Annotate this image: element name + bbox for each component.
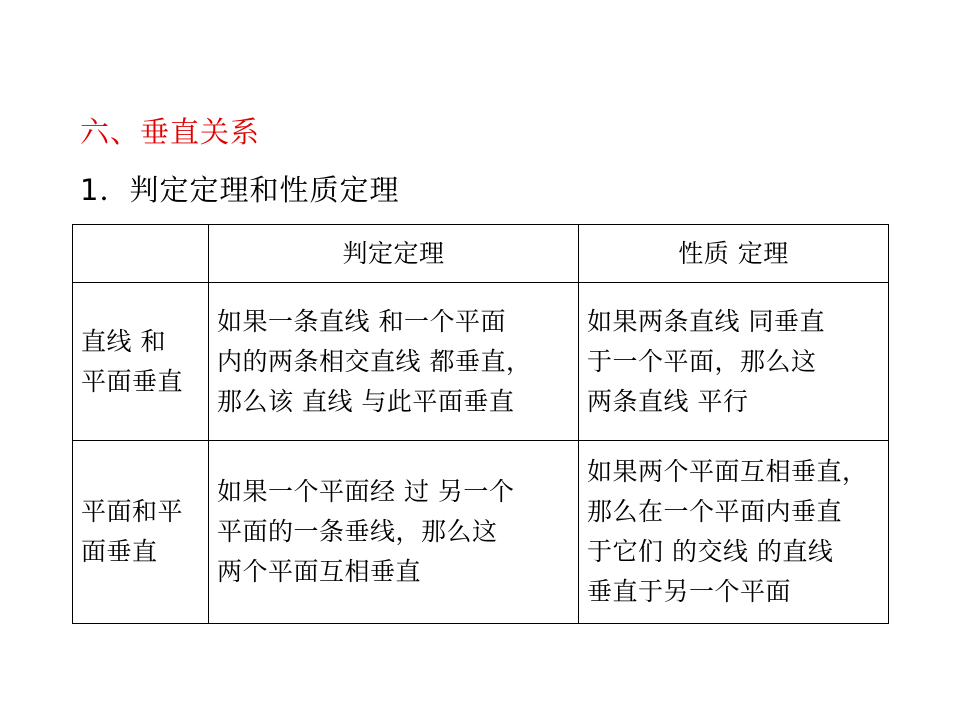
property-text: 如果两条直线 同垂直 于一个平面，那么这 两条直线 平行 [587,306,825,416]
table-header-row [73,225,889,283]
row-label: 直线 和 平面垂直 [81,326,184,396]
header-blank-cell [73,225,209,283]
property-text: 如果两个平面互相垂直， 那么在一个平面内垂直 于它们 的交线 的直线 垂直于另一个平面 [587,457,868,606]
judgement-text: 如果一条直线 和一个平面 内的两条相交直线 都垂直， 那么该 直线 与此平面垂直 [217,306,532,416]
property-cell [579,283,889,441]
row-label-cell [73,441,209,624]
judgement-text: 如果一个平面经 过 另一个 平面的一条垂线，那么这 两个平面互相垂直 [217,477,515,586]
table-row [73,441,889,624]
row-label-cell [73,283,209,441]
judgement-cell [209,283,579,441]
theorem-table [72,224,889,624]
subsection-title: 1．判定定理和性质定理 [80,173,400,207]
property-cell [579,441,889,624]
table-row [73,283,889,441]
row-label: 平面和平 面垂直 [81,497,184,566]
section-title: 六、垂直关系 [80,115,261,149]
header-judgement-cell: 判定定理 [209,225,579,283]
header-property-cell: 性质 定理 [579,225,889,283]
judgement-cell [209,441,579,624]
